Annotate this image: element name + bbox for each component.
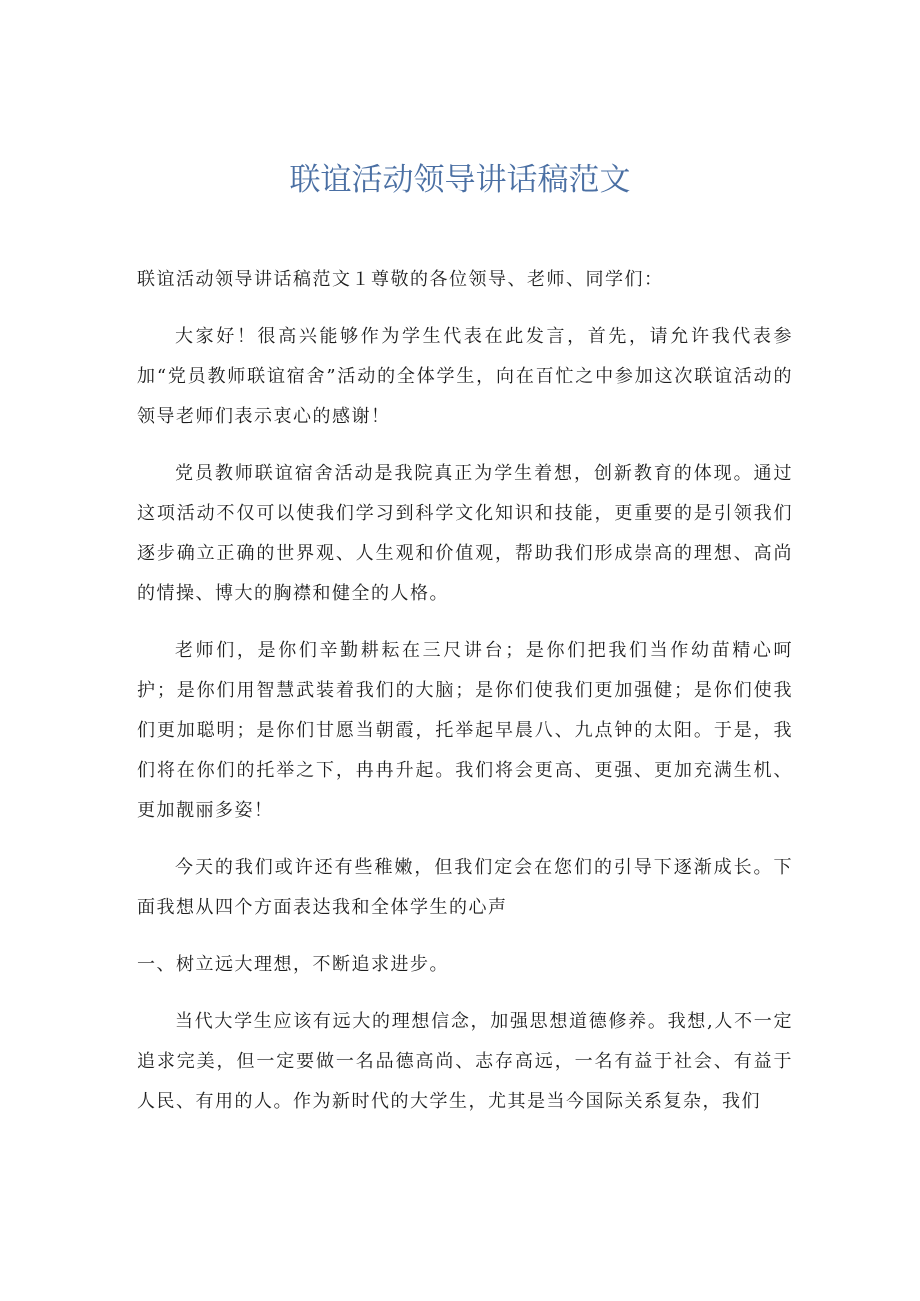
salutation-paragraph: 联谊活动领导讲话稿范文１尊敬的各位领导、老师、同学们： bbox=[137, 269, 664, 290]
body-paragraph: 党员教师联谊宿舍活动是我院真正为学生着想，创新教育的体现。通过这项活动不仅可以使我们学习到科学文化知识和技能，更重要的是引领我们逐步确立正确的世界观、人生观和价值观，帮助我们形成崇高的理想、高尚的情操、博大的胸襟和健全的人格。 bbox=[137, 463, 793, 604]
body-paragraph: 老师们，是你们辛勤耕耘在三尺讲台；是你们把我们当作幼苗精心呵护；是你们用智慧武装着我们的大脑；是你们使我们更加强健；是你们使我们更加聪明；是你们甘愿当朝霞，托举起早晨八、九点钟的太阳。于是，我们将在你们的托举之下，冉冉升起。我们将会更高、更强、更加充满生机、更加靓丽多姿！ bbox=[137, 640, 793, 821]
body-paragraph: 当代大学生应该有远大的理想信念，加强思想道德修养。我想,人不一定追求完美，但一定要做一名品德高尚、志存高远，一名有益于社会、有益于人民、有用的人。作为新时代的大学生，尤其是当今国际关系复杂，我们 bbox=[137, 1011, 793, 1112]
document-title: 联谊活动领导讲话稿范文 bbox=[289, 162, 631, 198]
document-body bbox=[137, 260, 793, 1122]
body-paragraph: 今天的我们或许还有些稚嫩，但我们定会在您们的引导下逐渐成长。下面我想从四个方面表达我和全体学生的心声 bbox=[137, 857, 793, 918]
section-heading: 一、树立远大理想，不断追求进步。 bbox=[137, 954, 449, 975]
body-paragraph: 大家好！很高兴能够作为学生代表在此发言，首先，请允许我代表参加“党员教师联谊宿舍”活动的全体学生，向在百忙之中参加这次联谊活动的领导老师们表示衷心的感谢！ bbox=[137, 326, 793, 427]
